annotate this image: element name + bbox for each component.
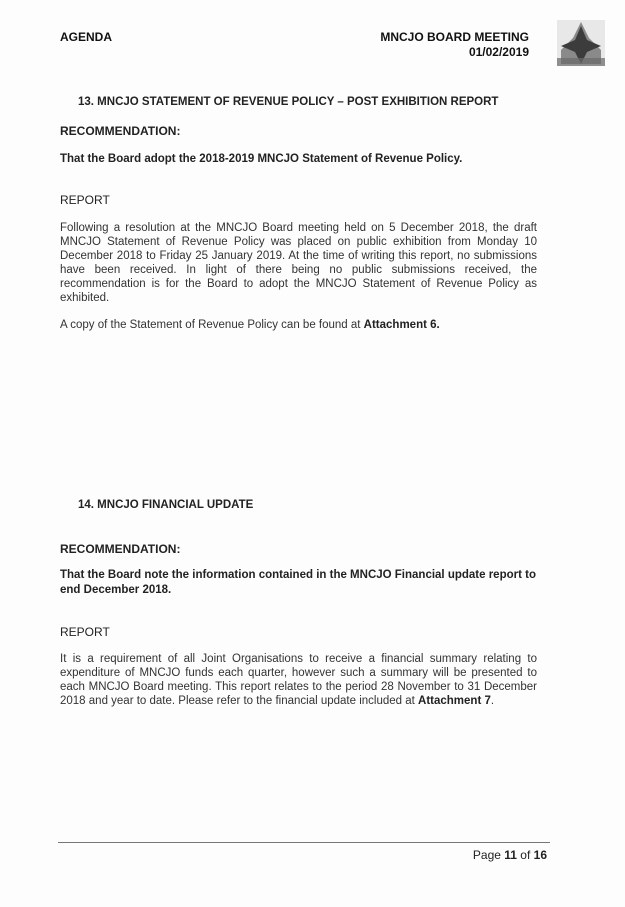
section-14-title: 14. MNCJO FINANCIAL UPDATE	[78, 499, 254, 511]
page-current: 11	[504, 848, 517, 862]
section-14-report-paragraph	[60, 652, 537, 708]
header-meeting-title: MNCJO BOARD MEETING	[380, 30, 529, 44]
section-14-report-text: It is a requirement of all Joint Organisations to receive a financial summary relating to expenditure of MNCJO funds each quarter, however such a summary will be presented to each MNCJO Board meeting. This report relates to the period 28 November to 31 December 2018 and year to date. Please refer to the financial update included at	[60, 653, 537, 707]
header-meeting	[380, 30, 529, 60]
section-14-recommendation-text: That the Board note the information contained in the MNCJO Financial update report to end December 2018.	[60, 569, 536, 596]
section-13-report-paragraph: Following a resolution at the MNCJO Board meeting held on 5 December 2018, the draft MNCJO Statement of Revenue Policy was placed on public exhibition from Monday 10 December 2018 to Friday 25 January 2019. At the time of writing this report, no submissions have been received. In light of there being no public submissions received, the recommendation is for the Board to adopt the MNCJO Statement of Revenue Policy as exhibited.	[60, 222, 537, 304]
footer-divider	[58, 842, 550, 843]
page-number	[473, 848, 547, 862]
page-sep: of	[516, 848, 534, 862]
section-14-report-label: REPORT	[60, 625, 110, 639]
header-meeting-date: 01/02/2019	[468, 45, 529, 59]
section-13-title: 13. MNCJO STATEMENT OF REVENUE POLICY – POST EXHIBITION REPORT	[78, 96, 499, 108]
section-13-report-label: REPORT	[60, 193, 110, 207]
header-agenda: AGENDA	[60, 30, 113, 44]
section-13-attachment-paragraph	[60, 318, 537, 332]
section-14-recommendation-label: RECOMMENDATION:	[60, 542, 181, 556]
page-total: 16	[533, 848, 547, 862]
diamond-star-logo-icon	[557, 20, 605, 66]
section-13-attachment-text: A copy of the Statement of Revenue Policy can be found at	[60, 319, 364, 331]
section-13-recommendation-text: That the Board adopt the 2018-2019 MNCJO Statement of Revenue Policy.	[60, 153, 463, 165]
section-13-recommendation-label: RECOMMENDATION:	[60, 124, 181, 138]
page-prefix: Page	[472, 848, 505, 862]
section-13-attachment-ref: Attachment 6.	[363, 319, 440, 331]
section-14-report-end: .	[490, 695, 495, 707]
section-14-attachment-ref: Attachment 7	[418, 695, 491, 707]
